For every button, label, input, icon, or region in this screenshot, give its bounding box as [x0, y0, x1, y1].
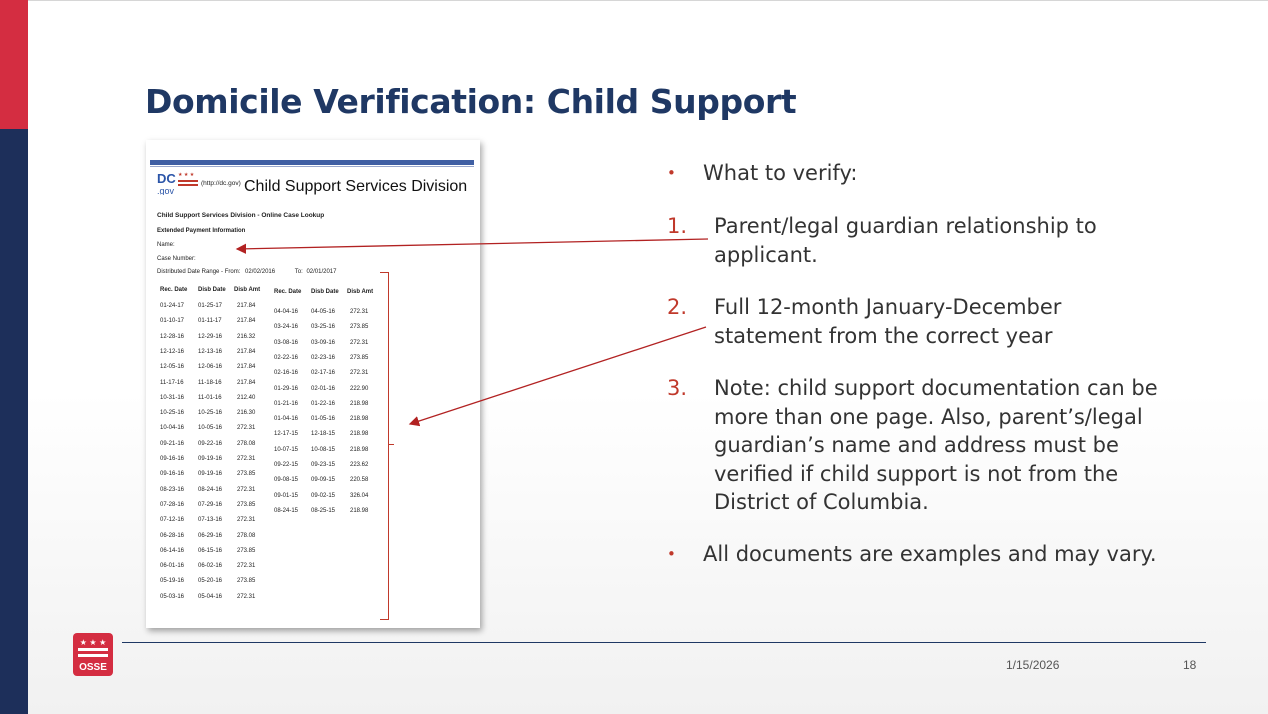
document-division-title: Child Support Services Division — [244, 178, 468, 195]
left-table-cell: 216.32 — [237, 333, 256, 340]
right-table-cell: 272.31 — [350, 370, 369, 377]
right-table-cell: 08-24-15 — [274, 507, 299, 514]
left-table-cell: 01-11-17 — [198, 318, 222, 325]
left-table-cell: 272.31 — [237, 593, 256, 600]
right-table-cell: 220.58 — [350, 477, 369, 484]
left-table-cell: 10-04-16 — [160, 425, 185, 432]
right-table-cell: 01-21-16 — [274, 400, 299, 407]
right-table-cell: 01-04-16 — [274, 416, 299, 423]
bullet-text: What to verify: — [703, 161, 858, 185]
item-number: 2. — [667, 295, 688, 319]
left-table-cell: 07-28-16 — [160, 501, 185, 508]
right-table-cell: 09-08-15 — [274, 477, 299, 484]
svg-text:DC: DC — [157, 171, 176, 186]
left-table-cell: 272.31 — [237, 425, 256, 432]
arrow-to-payment-table — [410, 327, 706, 424]
left-table-cell: 273.85 — [237, 471, 256, 478]
right-table-cell: 09-02-15 — [311, 492, 336, 499]
left-table-cell: 07-12-16 — [160, 517, 185, 524]
left-table-cell: 12-06-16 — [198, 364, 223, 371]
left-table-cell: 05-20-16 — [198, 578, 223, 585]
document-lookup-title: Child Support Services Division - Online Case Lookup — [157, 212, 325, 219]
right-table-cell: 326.04 — [350, 492, 369, 499]
right-table-cell: 01-05-16 — [311, 416, 336, 423]
right-table-cell: 223.62 — [350, 462, 369, 468]
left-table-cell: 09-16-16 — [160, 456, 185, 462]
bullet-dot: • — [667, 545, 676, 563]
footer-date: 1/15/2026 — [1006, 658, 1060, 672]
left-table-cell: 06-29-16 — [198, 532, 223, 539]
range-to-label: To: — [294, 269, 303, 275]
left-table-cell: 09-19-16 — [198, 456, 223, 462]
right-table-cell: 04-05-16 — [311, 309, 336, 315]
svg-text:★ ★ ★: ★ ★ ★ — [178, 172, 195, 178]
right-table-cell: 10-08-15 — [311, 446, 336, 453]
left-table-cell: 05-03-16 — [160, 593, 185, 600]
item-text: Parent/legal guardian relationship to applicant. — [714, 214, 1097, 267]
right-table-cell: 10-07-15 — [274, 446, 299, 453]
left-table-cell: 11-01-16 — [198, 394, 222, 401]
right-table-cell: 03-25-16 — [311, 324, 336, 331]
left-table-cell: 09-22-16 — [198, 440, 223, 447]
right-table-cell: 272.31 — [350, 339, 369, 346]
left-table-cell: 06-01-16 — [160, 563, 185, 570]
item-text: Full 12-month January-December statement from the correct year — [714, 295, 1062, 348]
right-table-cell: 12-17-15 — [274, 431, 299, 438]
left-table-cell: 217.84 — [237, 379, 256, 386]
left-table-cell: 10-05-16 — [198, 425, 223, 432]
left-table-cell: 12-28-16 — [160, 333, 185, 340]
svg-text:★ ★ ★: ★ ★ ★ — [79, 638, 107, 647]
footer-rule — [122, 642, 1206, 643]
right-table-cell: 09-09-15 — [311, 477, 336, 484]
left-table-cell: 278.08 — [237, 532, 256, 539]
right-column-header: Disb Amt — [347, 289, 374, 295]
left-column-header: Rec. Date — [160, 287, 188, 293]
left-table-cell: 273.85 — [237, 578, 256, 585]
left-table-cell: 09-19-16 — [198, 471, 223, 478]
left-table-cell: 217.84 — [237, 303, 256, 309]
right-table-cell: 12-18-15 — [311, 431, 336, 438]
left-table-cell: 217.84 — [237, 364, 256, 371]
left-table-cell: 272.31 — [237, 517, 256, 524]
left-table-cell: 01-24-17 — [160, 303, 185, 309]
right-table-cell: 218.98 — [350, 507, 369, 514]
right-table-cell: 03-08-16 — [274, 339, 299, 346]
document-url: (http://dc.gov) — [201, 180, 241, 187]
left-table-cell: 278.08 — [237, 440, 256, 447]
left-table-cell: 11-17-16 — [160, 379, 184, 386]
left-table-cell: 273.85 — [237, 501, 256, 508]
document-case-label: Case Number: — [157, 256, 196, 262]
left-table-cell: 272.31 — [237, 486, 256, 493]
left-table-cell: 01-25-17 — [198, 303, 223, 309]
right-column-header: Disb Date — [311, 289, 339, 295]
right-table-cell: 03-24-16 — [274, 324, 299, 331]
left-table-cell: 10-31-16 — [160, 394, 185, 401]
left-table-cell: 06-28-16 — [160, 532, 185, 539]
left-table-cell: 06-15-16 — [198, 547, 223, 554]
left-table-cell: 216.30 — [237, 410, 256, 417]
right-table-cell: 02-22-16 — [274, 354, 299, 361]
left-table-cell: 12-29-16 — [198, 333, 223, 340]
right-table-cell: 02-23-16 — [311, 354, 336, 361]
left-table-cell: 272.31 — [237, 563, 256, 570]
svg-text:.gov: .gov — [157, 186, 175, 195]
left-column-header: Disb Amt — [234, 287, 261, 293]
right-table-cell: 218.98 — [350, 446, 369, 453]
left-table-cell: 06-02-16 — [198, 563, 223, 570]
left-table-cell: 07-29-16 — [198, 501, 223, 508]
left-table-cell: 12-05-16 — [160, 364, 185, 371]
right-table-cell: 01-22-16 — [311, 400, 336, 407]
left-table-cell: 11-18-16 — [198, 379, 222, 386]
left-table-cell: 08-24-16 — [198, 486, 223, 493]
document-subtitle: Extended Payment Information — [157, 228, 246, 234]
arrow-to-name-field — [237, 239, 708, 249]
right-table-cell: 218.98 — [350, 400, 369, 407]
right-table-cell: 09-22-15 — [274, 462, 299, 468]
left-column-header: Disb Date — [198, 287, 226, 293]
right-table-cell: 01-29-16 — [274, 385, 299, 392]
right-table-cell: 09-01-15 — [274, 492, 299, 499]
slide-title: Domicile Verification: Child Support — [145, 82, 797, 121]
left-table-cell: 08-23-16 — [160, 486, 185, 493]
left-table-cell: 05-04-16 — [198, 593, 223, 600]
left-table-cell: 212.40 — [237, 394, 256, 401]
right-table-cell: 272.31 — [350, 309, 369, 315]
left-table-cell: 05-19-16 — [160, 578, 185, 585]
range-to: 02/01/2017 — [306, 269, 337, 275]
left-table-cell: 06-14-16 — [160, 547, 185, 554]
right-table-cell: 03-09-16 — [311, 339, 336, 346]
left-table-cell: 01-10-17 — [160, 318, 185, 325]
right-table-cell: 02-16-16 — [274, 370, 299, 377]
right-table-cell: 218.98 — [350, 431, 369, 438]
right-column-header: Rec. Date — [274, 289, 302, 295]
left-table-cell: 217.84 — [237, 318, 256, 325]
left-table-cell: 07-13-16 — [198, 517, 223, 524]
right-table-cell: 02-01-16 — [311, 385, 336, 392]
item-number: 1. — [667, 214, 688, 238]
left-table-cell: 09-16-16 — [160, 471, 185, 478]
document-name-label: Name: — [157, 242, 175, 248]
range-from: 02/02/2016 — [245, 269, 276, 275]
right-table-cell: 08-25-15 — [311, 507, 336, 514]
left-table-cell: 273.85 — [237, 547, 256, 554]
right-table-cell: 273.85 — [350, 354, 369, 361]
right-table-cell: 04-04-16 — [274, 309, 299, 315]
left-table-cell: 09-21-16 — [160, 440, 185, 447]
left-table-cell: 12-13-16 — [198, 348, 223, 355]
left-table-cell: 272.31 — [237, 456, 256, 462]
bullet-text: All documents are examples and may vary. — [703, 542, 1157, 566]
left-table-cell: 217.84 — [237, 348, 256, 355]
right-table-cell: 222.90 — [350, 385, 369, 392]
right-table-cell: 09-23-15 — [311, 462, 336, 468]
right-table-cell: 218.98 — [350, 416, 369, 423]
bullet-dot: • — [667, 164, 676, 182]
left-table-cell: 10-25-16 — [160, 410, 185, 417]
left-table-cell: 10-25-16 — [198, 410, 223, 417]
right-table-cell: 02-17-16 — [311, 370, 336, 377]
item-number: 3. — [667, 376, 688, 400]
range-label: Distributed Date Range - From: — [157, 269, 241, 275]
right-table-cell: 273.85 — [350, 324, 369, 331]
item-text: Note: child support documentation can be more than one page. Also, parent’s/legal guardian’s name and address must be verified if child support is not from the District of Columbia. — [714, 376, 1158, 514]
slide-number: 18 — [1183, 658, 1197, 672]
osse-logo — [73, 633, 113, 676]
osse-logo-text: OSSE — [79, 662, 107, 673]
left-table-cell: 12-12-16 — [160, 348, 185, 355]
